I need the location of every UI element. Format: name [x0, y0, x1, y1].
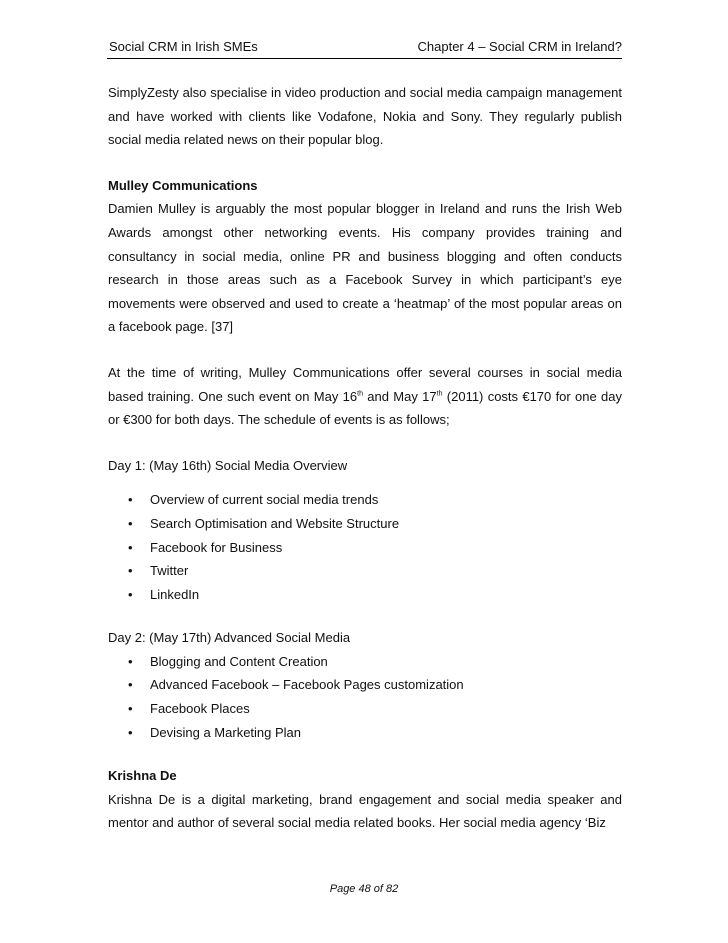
heading-mulley-communications: Mulley Communications	[108, 177, 258, 193]
list-item: • Blogging and Content Creation	[108, 650, 622, 674]
paragraph-mulley-courses	[108, 361, 622, 432]
list-item: • Twitter	[108, 559, 622, 583]
page-header	[107, 36, 622, 59]
list-item: • LinkedIn	[108, 583, 622, 607]
header-title: Social CRM in Irish SMEs	[109, 39, 258, 54]
page-body	[108, 81, 622, 835]
courses-text-1: At the time of writing, Mulley Communications offer several courses in social media based training. One such event on May 16	[108, 364, 622, 404]
day1-title: Day 1: (May 16th) Social Media Overview	[108, 457, 348, 473]
page-number: Page 48 of 82	[329, 883, 399, 895]
day2-title: Day 2: (May 17th) Advanced Social Media	[108, 630, 351, 646]
bullet-icon: •	[128, 653, 133, 669]
bullet-icon: •	[128, 724, 133, 740]
list-item: • Facebook for Business	[108, 536, 622, 560]
list-item: • Advanced Facebook – Facebook Pages customization	[108, 673, 622, 697]
paragraph-mulley-intro: Damien Mulley is arguably the most popular blogger in Ireland and runs the Irish Web Awards amongst other networking events. His company provides training and consultancy in social media, online PR and business blogging and often conducts research in those areas such as a Facebook Survey in which participant’s eye movements were observed and used to create a ‘heatmap’ of the most popular areas on a facebook page. [37]	[108, 201, 622, 335]
bullet-icon: •	[128, 677, 133, 693]
header-chapter: Chapter 4 – Social CRM in Ireland?	[417, 39, 622, 54]
heading-krishna-de: Krishna De	[108, 768, 177, 784]
bullet-icon: •	[128, 515, 133, 531]
bullet-icon: •	[128, 701, 133, 717]
superscript-th: th	[357, 390, 363, 398]
paragraph-simplyzesty: SimplyZesty also specialise in video production and social media campaign management and have worked with clients like Vodafone, Nokia and Sony. They regularly publish social media related news on their popular blog.	[108, 85, 622, 148]
bullet-icon: •	[128, 586, 133, 602]
list-item: • Devising a Marketing Plan	[108, 721, 622, 745]
courses-text-2: and May 17	[362, 388, 437, 404]
list-item: • Overview of current social media trends	[108, 488, 622, 512]
bullet-icon: •	[128, 563, 133, 579]
list-item: • Search Optimisation and Website Structure	[108, 512, 622, 536]
bullet-icon: •	[128, 539, 133, 555]
day2-list	[108, 650, 622, 744]
paragraph-krishna-de: Krishna De is a digital marketing, brand engagement and social media speaker and mentor and author of several social media related books. Her social media agency ‘Biz	[108, 791, 622, 831]
bullet-icon: •	[128, 492, 133, 508]
courses-text-3: (2011) costs €170 for one day or €300 for both days. The schedule of events is as follows;	[108, 388, 623, 428]
list-item: • Facebook Places	[108, 697, 622, 721]
superscript-th: th	[436, 390, 443, 398]
day1-list	[108, 488, 622, 606]
